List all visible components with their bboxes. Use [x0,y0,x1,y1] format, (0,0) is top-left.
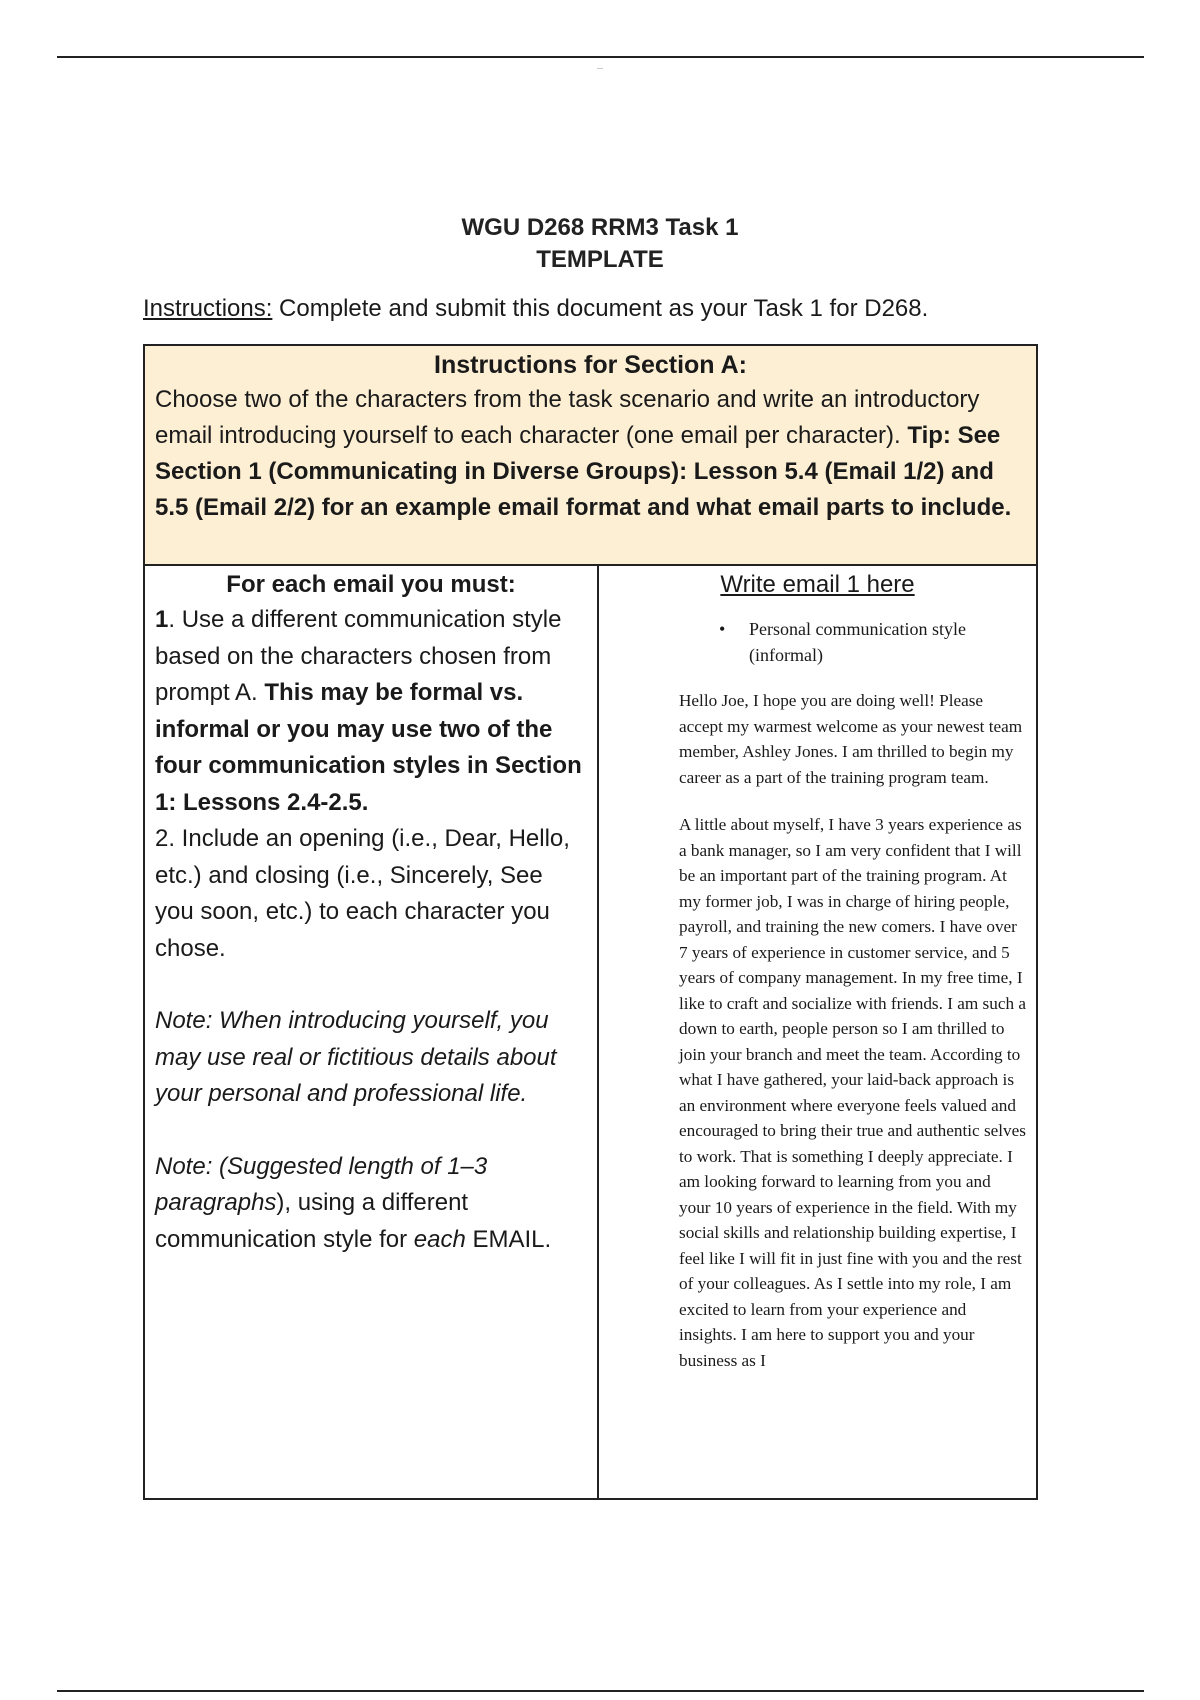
section-a-body [155,382,1026,526]
email-1-column [599,566,1036,1498]
instructions-label: Instructions: [143,295,273,322]
requirements-heading: For each email you must: [226,571,516,598]
requirements-column [145,566,599,1498]
note-length-suggested: Suggested length of 1–3 paragraphs [155,1152,488,1216]
note-length-end: EMAIL. [465,1225,552,1253]
requirement-1 [155,602,587,821]
instructions-text: Complete and submit this document as your Task 1 for D268. [272,295,929,322]
section-a-instructions [145,346,1036,566]
email-1-heading: Write email 1 here [720,571,915,598]
requirement-1-text: . Use a different communication style based on the characters chosen from prompt A. [155,606,562,706]
instructions-line [143,294,1063,324]
section-a-body-text: Choose two of the characters from the task scenario and write an introductory email introducing yourself to each character (one email per character). [155,386,980,449]
bullet-icon: • [719,619,726,639]
note-length-each: each [413,1225,466,1253]
email-1-paragraph-2: A little about myself, I have 3 years experience as a bank manager, so I am very confident that I will be an important part of the training program. At my former job, I was in charge of hiring people, payroll, and training the new comers. I have over 7 years of experience in customer service, and 5 years of company management. In my free time, I like to craft and socialize with friends. I am such a down to earth, people person so I am thrilled to join your branch and meet the team. According to what I have gathered, your laid-back approach is an environment where everyone feels valued and encouraged to bring their true and authentic selves to work. That is something I deeply appreciate. I am looking forward to learning from you and your 10 years of experience in the field. With my social skills and relationship building expertise, I feel like I will fit in just fine with you and the rest of your colleagues. As I settle into my role, I am excited to learn from your experience and insights. I am here to support you and your business as I [679,815,1026,1370]
note-length-middle: ), using a different communication style for [155,1189,469,1253]
note-personal-details: Note: When introducing yourself, you may use real or fictitious details about your personal and professional life. [155,1007,557,1107]
header-mark: — [597,66,603,72]
note-length-prefix: Note: ( [155,1152,228,1180]
title-line-2: TEMPLATE [536,246,664,273]
bottom-rule [57,1690,1144,1692]
style-bullet [719,616,1026,668]
style-bullet-text: Personal communication style (informal) [749,619,966,665]
requirement-1-bold: This may be formal vs. informal or you may use two of the four communication styles in Section 1: Lessons 2.4-2.5. [155,679,582,816]
note-length [155,1149,587,1259]
task-table [143,344,1038,1500]
section-a-heading: Instructions for Section A: [434,351,747,379]
section-a-tip: Tip: See Section 1 (Communicating in Diverse Groups): Lesson 5.4 (Email 1/2) and 5.5 (Email 2/2) for an example email format and what email parts to include. [155,422,1012,521]
email-1-paragraph-1: Hello Joe, I hope you are doing well! Please accept my warmest welcome as your newest team member, Ashley Jones. I am thrilled to begin my career as a part of the training program team. [679,691,1023,787]
title-line-1: WGU D268 RRM3 Task 1 [461,214,739,241]
document-title [0,212,1200,276]
requirement-1-number: 1 [155,606,169,633]
top-rule [57,56,1144,58]
requirement-2: 2. Include an opening (i.e., Dear, Hello, etc.) and closing (i.e., Sincerely, See you soon, etc.) to each character you chose. [155,825,570,962]
